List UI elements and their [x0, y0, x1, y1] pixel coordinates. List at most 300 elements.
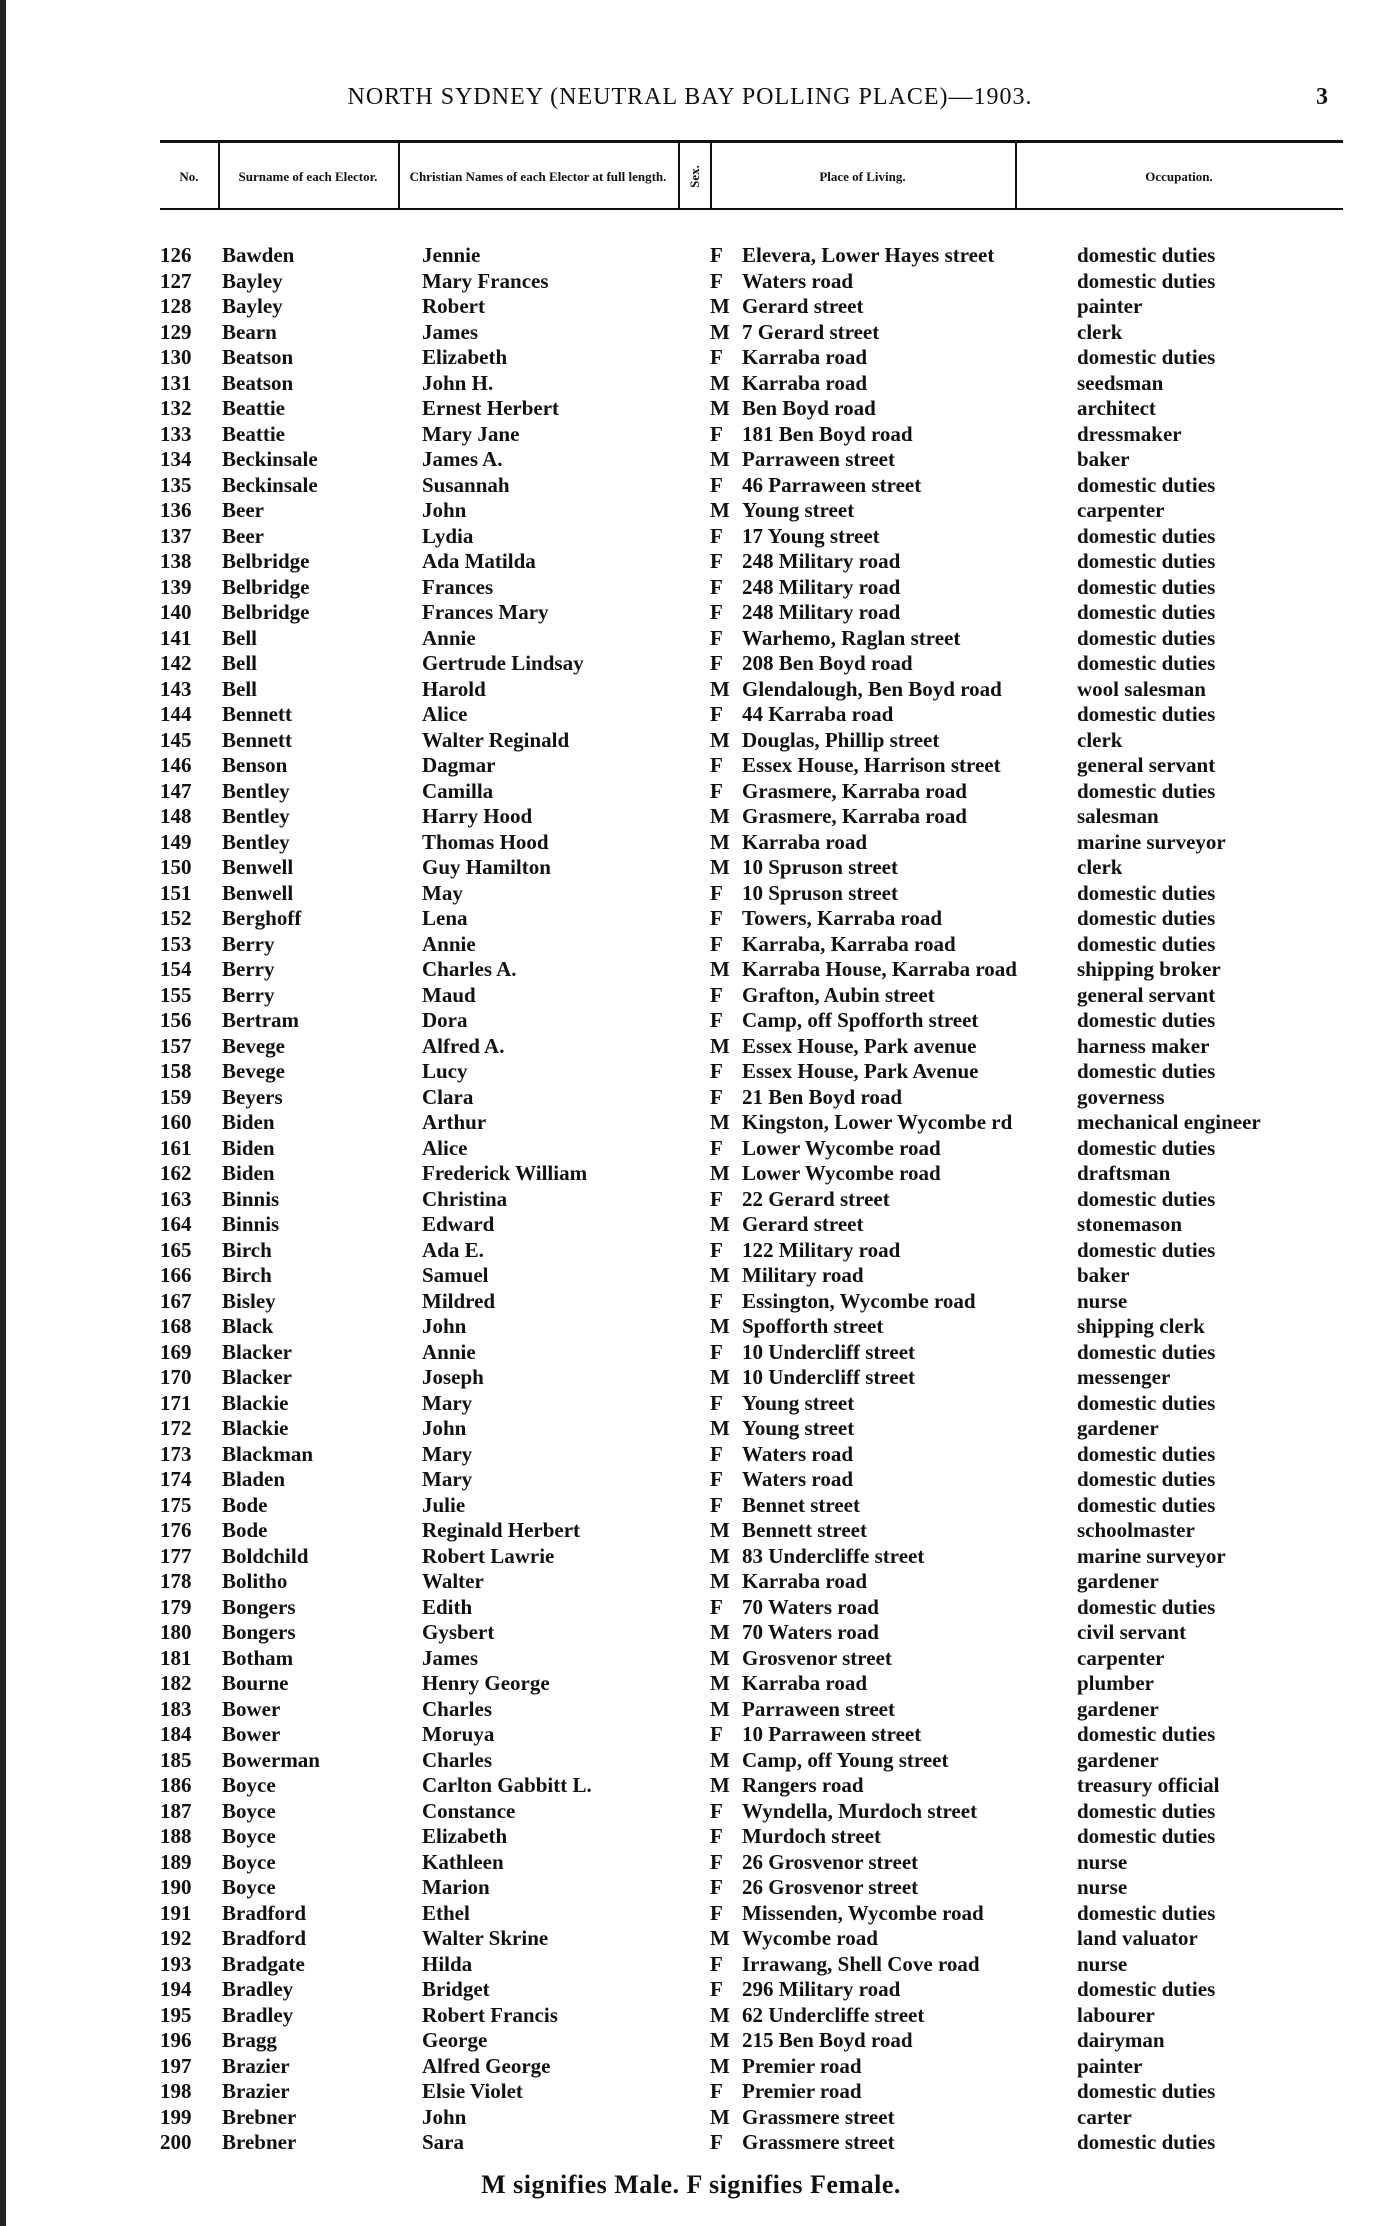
elector-surname: Bayley [222, 294, 283, 318]
elector-number: 132 [160, 396, 192, 420]
elector-number: 173 [160, 1441, 192, 1466]
column-divider [1015, 143, 1017, 208]
elector-surname: Bourne [222, 1671, 289, 1695]
table-row [160, 702, 1370, 728]
elector-occupation: nurse [1077, 1951, 1128, 1976]
elector-surname: Benwell [222, 880, 294, 905]
elector-christian-names: Ethel [422, 1900, 470, 1925]
table-row [160, 983, 1370, 1009]
table-row [160, 1748, 1370, 1774]
elector-number: 130 [160, 345, 192, 369]
elector-place-of-living: Grassmere street [742, 2104, 895, 2129]
elector-place-of-living: Essex House, Park avenue [742, 1033, 977, 1058]
elector-number: 151 [160, 880, 192, 905]
elector-place-of-living: 26 Grosvenor street [742, 1849, 919, 1874]
elector-christian-names: Alfred A. [422, 1033, 505, 1058]
elector-surname: Beer [222, 498, 264, 522]
elector-christian-names: Dora [422, 1008, 468, 1032]
elector-occupation: domestic duties [1077, 651, 1216, 675]
elector-place-of-living: Waters road [742, 1441, 854, 1466]
elector-sex: M [710, 1518, 730, 1542]
elector-surname: Bentley [222, 778, 290, 803]
table-row [160, 804, 1370, 830]
elector-surname: Biden [222, 1110, 275, 1134]
elector-sex: F [710, 1008, 723, 1032]
elector-christian-names: Elizabeth [422, 1824, 508, 1848]
table-row [160, 1391, 1370, 1417]
elector-surname: Beer [222, 523, 264, 548]
elector-place-of-living: Karraba road [742, 829, 868, 854]
table-row [160, 371, 1370, 397]
elector-place-of-living: Gerard street [742, 1212, 864, 1236]
elector-christian-names: Sara [422, 2130, 464, 2154]
elector-sex: F [710, 574, 723, 599]
elector-number: 178 [160, 1569, 192, 1593]
elector-occupation: salesman [1077, 804, 1159, 828]
elector-place-of-living: Military road [742, 1263, 864, 1287]
elector-sex: F [710, 931, 723, 956]
elector-occupation: draftsman [1077, 1161, 1171, 1185]
elector-sex: M [710, 727, 730, 752]
elector-sex: F [710, 778, 723, 803]
elector-place-of-living: 10 Spruson street [742, 855, 898, 879]
elector-place-of-living: Bennet street [742, 1492, 860, 1517]
elector-christian-names: Harry Hood [422, 804, 533, 828]
elector-number: 149 [160, 829, 192, 854]
elector-surname: Blacker [222, 1339, 292, 1364]
elector-surname: Boyce [222, 1824, 276, 1848]
table-row [160, 1314, 1370, 1340]
elector-christian-names: Constance [422, 1798, 516, 1823]
elector-number: 163 [160, 1186, 192, 1211]
table-row [160, 1671, 1370, 1697]
elector-christian-names: Thomas Hood [422, 829, 549, 854]
elector-occupation: painter [1077, 2053, 1143, 2078]
elector-number: 136 [160, 498, 192, 522]
elector-place-of-living: Essex House, Park Avenue [742, 1059, 979, 1083]
elector-number: 180 [160, 1620, 192, 1644]
elector-christian-names: Camilla [422, 778, 494, 803]
elector-place-of-living: Bennett street [742, 1518, 867, 1542]
elector-place-of-living: 44 Karraba road [742, 702, 894, 726]
table-row [160, 1085, 1370, 1111]
elector-number: 161 [160, 1135, 192, 1160]
elector-surname: Brazier [222, 2079, 290, 2103]
elector-occupation: domestic duties [1077, 1390, 1216, 1415]
elector-occupation: domestic duties [1077, 1594, 1216, 1619]
elector-number: 138 [160, 549, 192, 573]
elector-sex: F [710, 651, 723, 675]
elector-christian-names: Ada E. [422, 1237, 484, 1262]
elector-sex: M [710, 1543, 730, 1568]
elector-sex: M [710, 319, 730, 344]
table-row [160, 524, 1370, 550]
table-row [160, 396, 1370, 422]
table-row [160, 1697, 1370, 1723]
elector-christian-names: John H. [422, 370, 494, 395]
elector-number: 159 [160, 1084, 192, 1109]
column-header-occupation: Occupation. [1145, 168, 1213, 184]
elector-surname: Botham [222, 1645, 294, 1670]
table-row [160, 294, 1370, 320]
table-row [160, 753, 1370, 779]
elector-sex: M [710, 804, 730, 828]
elector-christian-names: Kathleen [422, 1849, 504, 1874]
elector-number: 191 [160, 1900, 192, 1925]
elector-occupation: dressmaker [1077, 421, 1182, 446]
elector-sex: M [710, 855, 730, 879]
elector-surname: Boyce [222, 1773, 276, 1797]
elector-christian-names: Edith [422, 1594, 473, 1619]
elector-number: 170 [160, 1365, 192, 1389]
elector-surname: Bentley [222, 804, 290, 828]
elector-number: 148 [160, 804, 192, 828]
table-row [160, 345, 1370, 371]
elector-number: 139 [160, 574, 192, 599]
table-row [160, 447, 1370, 473]
elector-place-of-living: Warhemo, Raglan street [742, 625, 961, 650]
table-row [160, 728, 1370, 754]
elector-christian-names: Henry George [422, 1671, 550, 1695]
elector-surname: Bradley [222, 2002, 294, 2027]
elector-number: 188 [160, 1824, 192, 1848]
elector-christian-names: Mary Frances [422, 268, 549, 293]
elector-place-of-living: Karraba road [742, 1671, 868, 1695]
elector-sex: F [710, 345, 723, 369]
elector-surname: Bennett [222, 702, 292, 726]
elector-sex: F [710, 1951, 723, 1976]
table-row [160, 2130, 1370, 2156]
column-divider [398, 143, 400, 208]
elector-occupation: domestic duties [1077, 574, 1216, 599]
elector-place-of-living: Grasmere, Karraba road [742, 778, 967, 803]
elector-number: 143 [160, 676, 192, 701]
header-bottom-rule [160, 208, 1343, 210]
table-row [160, 1238, 1370, 1264]
elector-occupation: domestic duties [1077, 523, 1216, 548]
elector-christian-names: Mary Jane [422, 421, 520, 446]
elector-place-of-living: Grafton, Aubin street [742, 982, 935, 1007]
elector-number: 131 [160, 370, 192, 395]
elector-number: 199 [160, 2104, 192, 2129]
elector-place-of-living: Young street [742, 1416, 855, 1440]
column-header-christian-names: Christian Names of each Elector at full length. [409, 168, 667, 184]
elector-occupation: domestic duties [1077, 1492, 1216, 1517]
elector-sex: M [710, 294, 730, 318]
elector-surname: Binnis [222, 1186, 280, 1211]
table-row [160, 575, 1370, 601]
elector-number: 154 [160, 957, 192, 981]
elector-place-of-living: 26 Grosvenor street [742, 1875, 919, 1899]
table-row [160, 1161, 1370, 1187]
elector-sex: F [710, 1875, 723, 1899]
elector-occupation: gardener [1077, 1569, 1159, 1593]
elector-occupation: schoolmaster [1077, 1518, 1195, 1542]
elector-christian-names: Clara [422, 1084, 474, 1109]
elector-sex: F [710, 1900, 723, 1925]
elector-christian-names: Charles [422, 1747, 492, 1772]
elector-sex: F [710, 625, 723, 650]
elector-surname: Bowerman [222, 1747, 320, 1772]
elector-surname: Bower [222, 1722, 281, 1746]
elector-place-of-living: Karraba road [742, 1569, 868, 1593]
elector-surname: Bragg [222, 2028, 277, 2052]
elector-occupation: domestic duties [1077, 880, 1216, 905]
table-row [160, 1263, 1370, 1289]
elector-sex: M [710, 1773, 730, 1797]
elector-christian-names: Edward [422, 1212, 495, 1236]
elector-place-of-living: Waters road [742, 268, 854, 293]
elector-surname: Berghoff [222, 906, 302, 930]
elector-place-of-living: 248 Military road [742, 574, 901, 599]
elector-christian-names: Robert Lawrie [422, 1543, 555, 1568]
elector-occupation: baker [1077, 1263, 1130, 1287]
elector-christian-names: Harold [422, 676, 486, 701]
elector-place-of-living: 17 Young street [742, 523, 880, 548]
elector-occupation: domestic duties [1077, 345, 1216, 369]
elector-christian-names: Susannah [422, 472, 510, 497]
elector-place-of-living: Young street [742, 498, 855, 522]
table-row [160, 1518, 1370, 1544]
elector-occupation: domestic duties [1077, 625, 1216, 650]
elector-place-of-living: Wycombe road [742, 1926, 878, 1950]
elector-surname: Belbridge [222, 600, 310, 624]
elector-sex: F [710, 1492, 723, 1517]
elector-surname: Beattie [222, 421, 285, 446]
elector-occupation: general servant [1077, 753, 1216, 777]
table-row [160, 932, 1370, 958]
elector-christian-names: Arthur [422, 1110, 487, 1134]
elector-christian-names: Charles [422, 1696, 492, 1721]
elector-christian-names: Hilda [422, 1951, 473, 1976]
elector-place-of-living: Premier road [742, 2079, 862, 2103]
table-row [160, 1034, 1370, 1060]
elector-christian-names: Alfred George [422, 2053, 551, 2078]
table-row [160, 243, 1370, 269]
elector-christian-names: Annie [422, 931, 476, 956]
elector-place-of-living: Missenden, Wycombe road [742, 1900, 984, 1925]
elector-occupation: seedsman [1077, 370, 1164, 395]
elector-number: 144 [160, 702, 192, 726]
elector-sex: F [710, 268, 723, 293]
elector-surname: Bower [222, 1696, 281, 1721]
elector-place-of-living: Douglas, Phillip street [742, 727, 940, 752]
elector-occupation: domestic duties [1077, 778, 1216, 803]
table-row [160, 906, 1370, 932]
elector-surname: Belbridge [222, 574, 310, 599]
elector-place-of-living: 10 Undercliff street [742, 1339, 916, 1364]
elector-sex: F [710, 2079, 723, 2103]
elector-place-of-living: 122 Military road [742, 1237, 901, 1262]
elector-occupation: shipping clerk [1077, 1314, 1205, 1338]
column-header-surname: Surname of each Elector. [238, 168, 378, 184]
elector-christian-names: John [422, 1314, 467, 1338]
elector-place-of-living: Parraween street [742, 1696, 895, 1721]
elector-number: 175 [160, 1492, 192, 1517]
elector-surname: Bode [222, 1492, 268, 1517]
elector-christian-names: Frances [422, 574, 494, 599]
elector-christian-names: Alice [422, 702, 468, 726]
elector-sex: M [710, 1747, 730, 1772]
elector-place-of-living: 83 Undercliffe street [742, 1543, 925, 1568]
elector-christian-names: Ada Matilda [422, 549, 536, 573]
elector-occupation: carter [1077, 2104, 1132, 2129]
elector-sex: F [710, 1390, 723, 1415]
elector-surname: Blackman [222, 1441, 314, 1466]
elector-number: 128 [160, 294, 192, 318]
elector-occupation: clerk [1077, 855, 1123, 879]
elector-place-of-living: Young street [742, 1390, 855, 1415]
elector-christian-names: Moruya [422, 1722, 495, 1746]
table-row [160, 677, 1370, 703]
elector-surname: Bentley [222, 829, 290, 854]
elector-occupation: general servant [1077, 982, 1216, 1007]
elector-surname: Berry [222, 957, 275, 981]
elector-occupation: carpenter [1077, 498, 1165, 522]
table-row [160, 473, 1370, 499]
table-row [160, 1212, 1370, 1238]
elector-sex: F [710, 549, 723, 573]
table-row [160, 1059, 1370, 1085]
elector-surname: Benwell [222, 855, 294, 879]
elector-number: 140 [160, 600, 192, 624]
elector-christian-names: Frederick William [422, 1161, 588, 1185]
elector-christian-names: Julie [422, 1492, 466, 1517]
elector-occupation: baker [1077, 447, 1130, 471]
elector-number: 158 [160, 1059, 192, 1083]
elector-surname: Bawden [222, 243, 295, 267]
elector-occupation: wool salesman [1077, 676, 1206, 701]
elector-occupation: domestic duties [1077, 1824, 1216, 1848]
elector-occupation: domestic duties [1077, 1441, 1216, 1466]
elector-sex: F [710, 1722, 723, 1746]
table-row [160, 1901, 1370, 1927]
elector-place-of-living: 10 Parraween street [742, 1722, 922, 1746]
elector-place-of-living: Camp, off Spofforth street [742, 1008, 979, 1032]
elector-sex: F [710, 1594, 723, 1619]
elector-sex: F [710, 1339, 723, 1364]
elector-surname: Bladen [222, 1467, 286, 1491]
elector-sex: M [710, 370, 730, 395]
elector-occupation: domestic duties [1077, 1339, 1216, 1364]
elector-number: 186 [160, 1773, 192, 1797]
elector-number: 174 [160, 1467, 192, 1491]
elector-occupation: domestic duties [1077, 243, 1216, 267]
elector-number: 192 [160, 1926, 192, 1950]
elector-place-of-living: Waters road [742, 1467, 854, 1491]
elector-occupation: architect [1077, 396, 1156, 420]
elector-occupation: domestic duties [1077, 906, 1216, 930]
elector-sex: F [710, 2130, 723, 2154]
table-row [160, 1569, 1370, 1595]
elector-occupation: nurse [1077, 1849, 1128, 1874]
elector-occupation: nurse [1077, 1288, 1128, 1313]
elector-number: 127 [160, 268, 192, 293]
elector-christian-names: Maud [422, 982, 476, 1007]
column-header-sex [678, 146, 710, 206]
elector-place-of-living: Murdoch street [742, 1824, 881, 1848]
elector-christian-names: May [422, 880, 463, 905]
elector-number: 196 [160, 2028, 192, 2052]
elector-christian-names: Reginald Herbert [422, 1518, 581, 1542]
elector-place-of-living: Lower Wycombe road [742, 1135, 941, 1160]
elector-place-of-living: 10 Undercliff street [742, 1365, 916, 1389]
elector-place-of-living: 70 Waters road [742, 1620, 879, 1644]
elector-christian-names: James [422, 319, 478, 344]
elector-occupation: nurse [1077, 1875, 1128, 1899]
elector-list [160, 243, 1370, 2156]
table-row [160, 855, 1370, 881]
elector-occupation: messenger [1077, 1365, 1171, 1389]
table-row [160, 600, 1370, 626]
elector-occupation: marine surveyor [1077, 1543, 1226, 1568]
table-row [160, 269, 1370, 295]
elector-surname: Beattie [222, 396, 285, 420]
elector-occupation: domestic duties [1077, 1186, 1216, 1211]
elector-number: 184 [160, 1722, 192, 1746]
elector-occupation: clerk [1077, 727, 1123, 752]
elector-occupation: stonemason [1077, 1212, 1183, 1236]
elector-number: 193 [160, 1951, 192, 1976]
elector-christian-names: Annie [422, 625, 476, 650]
elector-place-of-living: Towers, Karraba road [742, 906, 943, 930]
elector-place-of-living: 248 Military road [742, 549, 901, 573]
elector-number: 177 [160, 1543, 192, 1568]
elector-sex: M [710, 1569, 730, 1593]
elector-christian-names: George [422, 2028, 488, 2052]
elector-place-of-living: Elevera, Lower Hayes street [742, 243, 995, 267]
elector-place-of-living: Karraba road [742, 370, 868, 395]
elector-place-of-living: 62 Undercliffe street [742, 2002, 925, 2027]
elector-place-of-living: 10 Spruson street [742, 880, 898, 905]
elector-surname: Bolitho [222, 1569, 288, 1593]
elector-surname: Bayley [222, 268, 283, 293]
elector-occupation: domestic duties [1077, 1977, 1216, 2001]
elector-surname: Berry [222, 982, 275, 1007]
elector-christian-names: Gysbert [422, 1620, 495, 1644]
elector-sex: F [710, 906, 723, 930]
elector-surname: Boyce [222, 1849, 276, 1874]
elector-place-of-living: 208 Ben Boyd road [742, 651, 913, 675]
table-row [160, 422, 1370, 448]
elector-surname: Bennett [222, 727, 292, 752]
elector-sex: F [710, 1084, 723, 1109]
elector-surname: Beckinsale [222, 472, 318, 497]
elector-sex: M [710, 1645, 730, 1670]
elector-surname: Brebner [222, 2130, 297, 2154]
elector-christian-names: James [422, 1645, 478, 1670]
table-row [160, 1289, 1370, 1315]
table-row [160, 1850, 1370, 1876]
elector-surname: Boldchild [222, 1543, 309, 1568]
elector-sex: M [710, 2002, 730, 2027]
elector-number: 190 [160, 1875, 192, 1899]
table-row [160, 1008, 1370, 1034]
elector-sex: F [710, 1977, 723, 2001]
elector-occupation: domestic duties [1077, 1237, 1216, 1262]
elector-occupation: domestic duties [1077, 1467, 1216, 1491]
elector-number: 166 [160, 1263, 192, 1287]
elector-number: 156 [160, 1008, 192, 1032]
elector-sex: M [710, 1263, 730, 1287]
elector-sex: F [710, 1849, 723, 1874]
elector-occupation: domestic duties [1077, 472, 1216, 497]
elector-place-of-living: Karraba road [742, 345, 868, 369]
table-row [160, 320, 1370, 346]
elector-surname: Bongers [222, 1620, 296, 1644]
elector-sex: F [710, 523, 723, 548]
elector-occupation: dairyman [1077, 2028, 1165, 2052]
